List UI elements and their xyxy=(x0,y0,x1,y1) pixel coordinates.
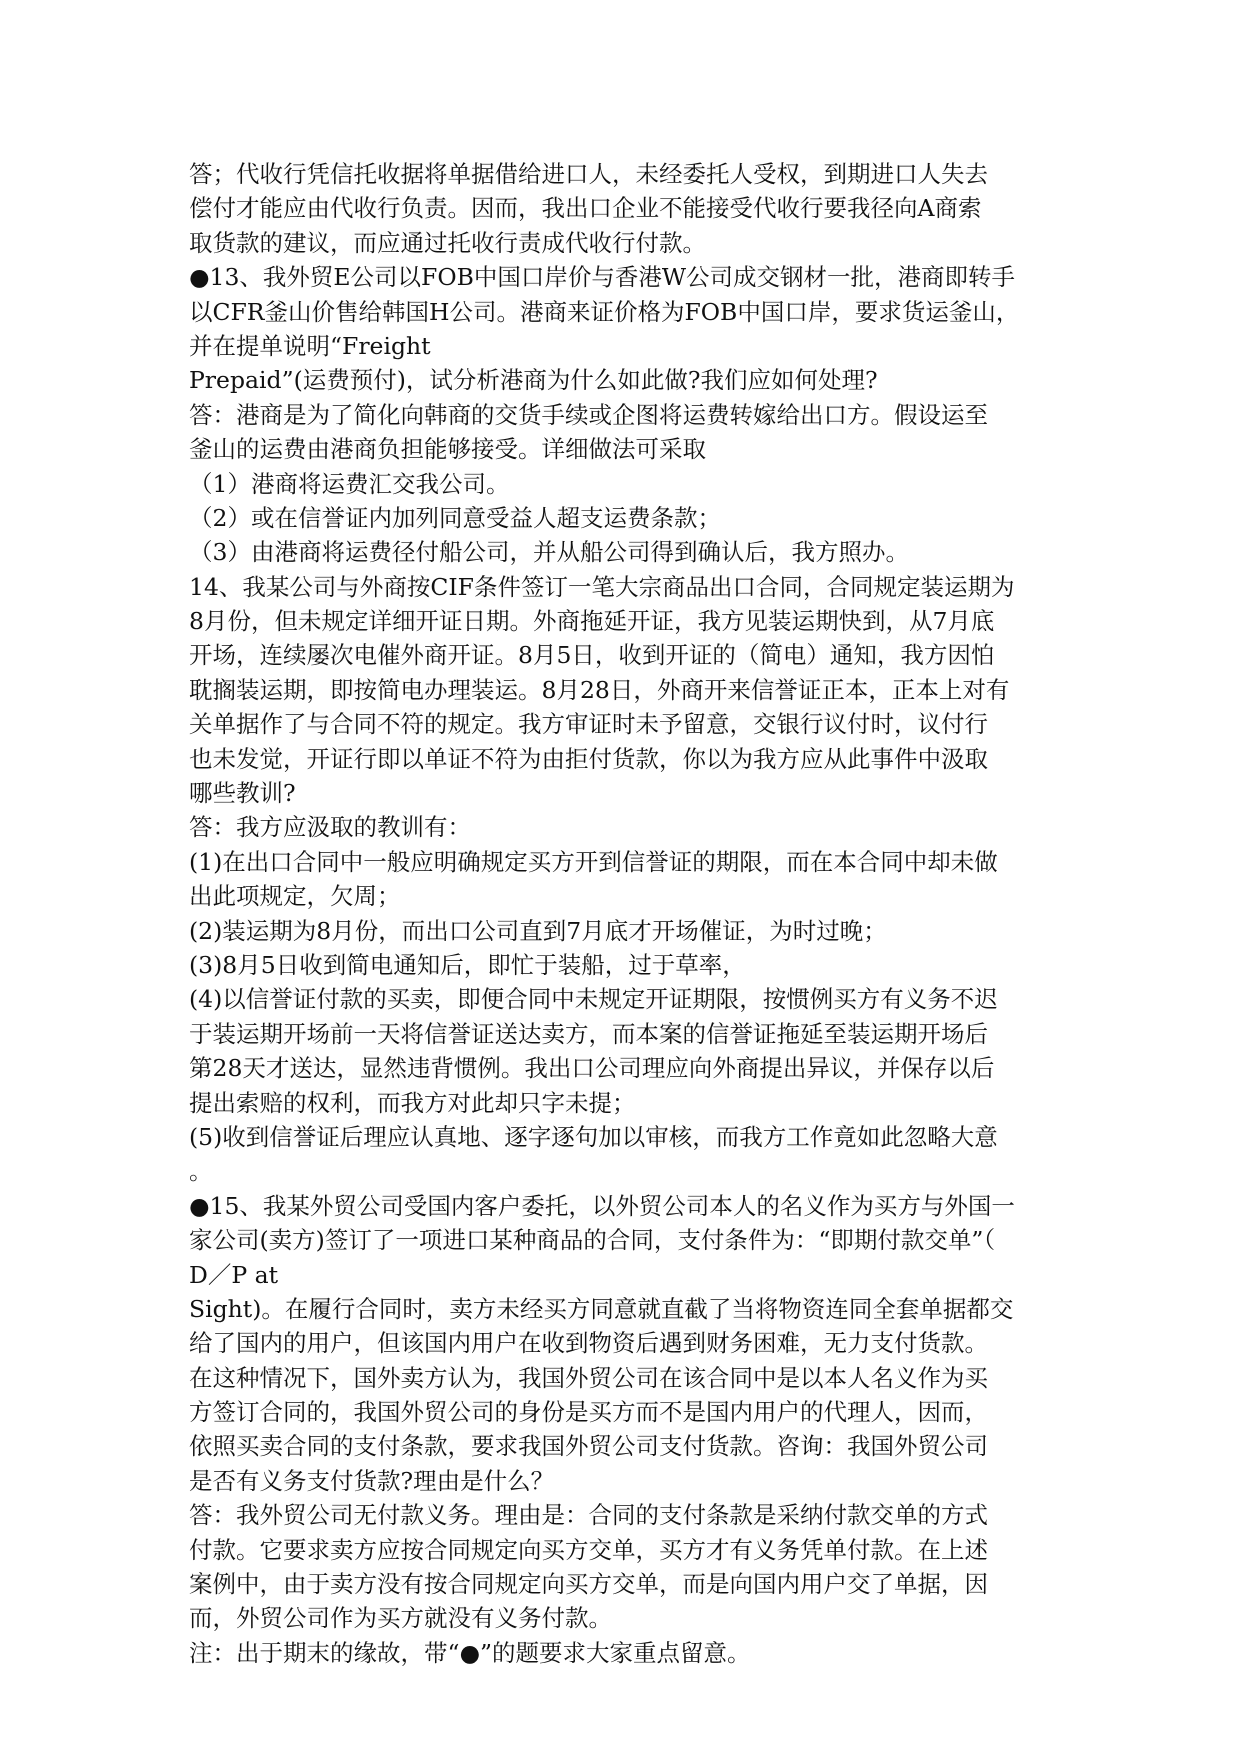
text-line: 家公司(卖方)签订了一项进口某种商品的合同，支付条件为：“即期付款交单”（ xyxy=(189,1226,996,1255)
text-line: 并在提单说明“Freight xyxy=(189,331,431,360)
text-line: 答；代收行凭信托收据将单据借给进口人，未经委托人受权，到期进口人失去 xyxy=(189,160,988,188)
list-item: （1）港商将运费汇交我公司。 xyxy=(189,469,510,498)
text-line: 取货款的建议，而应通过托收行责成代收行付款。 xyxy=(189,228,706,257)
text-line: 开场，连续屡次电催外商开证。8月5日，收到开证的（简电）通知，我方因怕 xyxy=(189,641,995,670)
text-line: 关单据作了与合同不符的规定。我方审证时未予留意，交银行议付时，议付行 xyxy=(189,710,988,739)
text-line: 依照买卖合同的支付条款，要求我国外贸公司支付货款。咨询：我国外贸公司 xyxy=(189,1432,988,1461)
list-item: (2)装运期为8月份，而出口公司直到7月底才开场催证，为时过晚； xyxy=(189,916,887,945)
text-line: 。 xyxy=(189,1157,213,1186)
answer-14-line: 答：我方应汲取的教训有： xyxy=(189,813,471,842)
text-line: 也未发觉，开证行即以单证不符为由拒付货款，你以为我方应从此事件中汲取 xyxy=(189,744,988,773)
text-line: 偿付才能应由代收行负责。因而，我出口企业不能接受代收行要我径向A商索 xyxy=(189,194,982,223)
list-item: (4)以信誉证付款的买卖，即便合同中未规定开证期限，按惯例买方有义务不迟 xyxy=(189,985,998,1014)
question-13-line: ●13、我外贸E公司以FOB中国口岸价与香港W公司成交钢材一批，港商即转手 xyxy=(189,263,1016,292)
text-line: 提出索赔的权利，而我方对此却只字未提； xyxy=(189,1088,636,1117)
list-item: (1)在出口合同中一般应明确规定买方开到信誉证的期限，而在本合同中却未做 xyxy=(189,847,998,876)
answer-15-line: 答：我外贸公司无付款义务。理由是：合同的支付条款是采纳付款交单的方式 xyxy=(189,1501,988,1530)
text-line: Prepaid”(运费预付)，试分析港商为什么如此做?我们应如何处理? xyxy=(189,366,878,395)
question-14-line: 14、我某公司与外商按CIF条件签订一笔大宗商品出口合同，合同规定装运期为 xyxy=(189,572,1015,601)
text-line: 哪些教训? xyxy=(189,779,296,808)
list-item: （3）由港商将运费径付船公司，并从船公司得到确认后，我方照办。 xyxy=(189,538,909,567)
answer-13-line: 答：港商是为了简化向韩商的交货手续或企图将运费转嫁给出口方。假设运至 xyxy=(189,400,988,429)
text-line: 于装运期开场前一天将信誉证送达卖方，而本案的信誉证拖延至装运期开场后 xyxy=(189,1019,988,1048)
text-line: 8月份，但未规定详细开证日期。外商拖延开证，我方见装运期快到，从7月底 xyxy=(189,607,995,636)
text-line: 给了国内的用户，但该国内用户在收到物资后遇到财务困难，无力支付货款。 xyxy=(189,1329,988,1358)
note-line: 注：出于期末的缘故，带“●”的题要求大家重点留意。 xyxy=(189,1638,751,1667)
text-line: D／P at xyxy=(189,1260,279,1289)
text-line: 在这种情况下，国外卖方认为，我国外贸公司在该合同中是以本人名义作为买 xyxy=(189,1363,988,1392)
text-line: 以CFR釜山价售给韩国H公司。港商来证价格为FOB中国口岸，要求货运釜山， xyxy=(189,297,1020,326)
question-15-line: ●15、我某外贸公司受国内客户委托，以外贸公司本人的名义作为买方与外国一 xyxy=(189,1191,1015,1220)
text-line: 第28天才送达，显然违背惯例。我出口公司理应向外商提出异议，并保存以后 xyxy=(189,1054,995,1083)
document-body xyxy=(189,157,1069,1670)
list-item: (3)8月5日收到简电通知后，即忙于装船，过于草率， xyxy=(189,950,746,979)
text-line: 付款。它要求卖方应按合同规定向买方交单，买方才有义务凭单付款。在上述 xyxy=(189,1535,988,1564)
list-item: (5)收到信誉证后理应认真地、逐字逐句加以审核，而我方工作竟如此忽略大意 xyxy=(189,1122,998,1151)
text-line: 釜山的运费由港商负担能够接受。详细做法可采取 xyxy=(189,435,706,464)
text-line: 方签订合同的，我国外贸公司的身份是买方而不是国内用户的代理人，因而， xyxy=(189,1398,988,1427)
text-line: Sight)。在履行合同时，卖方未经买方同意就直截了当将物资连同全套单据都交 xyxy=(189,1294,1014,1323)
text-line: 案例中，由于卖方没有按合同规定向买方交单，而是向国内用户交了单据，因 xyxy=(189,1570,988,1599)
list-item: （2）或在信誉证内加列同意受益人超支运费条款； xyxy=(189,503,721,532)
text-line: 耽搁装运期，即按简电办理装运。8月28日，外商开来信誉证正本，正本上对有 xyxy=(189,675,1010,704)
text-line: 而，外贸公司作为买方就没有义务付款。 xyxy=(189,1604,612,1633)
text-line: 是否有义务支付货款?理由是什么？ xyxy=(189,1466,555,1495)
text-line: 出此项规定，欠周； xyxy=(189,882,401,911)
